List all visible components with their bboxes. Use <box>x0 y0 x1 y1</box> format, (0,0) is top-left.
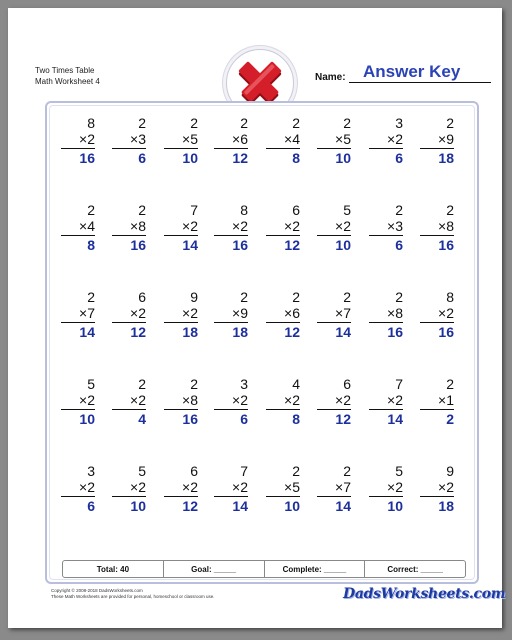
problem-operand: 2 <box>138 376 146 392</box>
problem-answer: 14 <box>387 411 403 427</box>
problem-multiplier: ×6 <box>232 131 248 147</box>
problem-rule <box>164 496 198 497</box>
problem <box>317 202 351 253</box>
answer-key-heading: Answer Key <box>363 62 461 81</box>
problem-rule <box>317 148 351 149</box>
problem <box>164 115 198 166</box>
problem-answer: 10 <box>182 150 198 166</box>
problem-rule <box>369 148 403 149</box>
problem-answer: 16 <box>387 324 403 340</box>
problem-multiplier: ×2 <box>182 218 198 234</box>
problem-multiplier: ×2 <box>387 479 403 495</box>
problem-answer: 12 <box>130 324 146 340</box>
problem-rule <box>317 322 351 323</box>
problem-multiplier: ×9 <box>232 305 248 321</box>
problem-answer: 18 <box>438 150 454 166</box>
copyright-line-2: These Math Worksheets are provided for personal, homeschool or classroom use. <box>51 594 215 599</box>
problem-multiplier: ×7 <box>335 305 351 321</box>
problem-rule <box>164 235 198 236</box>
problem-rule <box>112 496 146 497</box>
problem-operand: 8 <box>446 289 454 305</box>
problem <box>214 202 248 253</box>
problem-operand: 2 <box>343 115 351 131</box>
problem-operand: 5 <box>343 202 351 218</box>
problem-operand: 2 <box>446 202 454 218</box>
problem-answer: 10 <box>79 411 95 427</box>
problem-answer: 16 <box>130 237 146 253</box>
problem-multiplier: ×7 <box>335 479 351 495</box>
problem-answer: 18 <box>182 324 198 340</box>
problem-answer: 10 <box>130 498 146 514</box>
problem <box>369 115 403 166</box>
problem-rule <box>420 409 454 410</box>
problem <box>164 376 198 427</box>
problem-multiplier: ×5 <box>335 131 351 147</box>
problem <box>420 202 454 253</box>
problem-answer: 6 <box>395 237 403 253</box>
problem-rule <box>317 235 351 236</box>
problem-answer: 14 <box>182 237 198 253</box>
problem-operand: 2 <box>292 289 300 305</box>
problem-operand: 2 <box>87 202 95 218</box>
problem-multiplier: ×2 <box>130 392 146 408</box>
problem-multiplier: ×3 <box>387 218 403 234</box>
problem <box>266 376 300 427</box>
worksheet-title <box>35 65 100 87</box>
problem-multiplier: ×2 <box>232 218 248 234</box>
problem-multiplier: ×2 <box>182 479 198 495</box>
problem-multiplier: ×2 <box>182 305 198 321</box>
problem-multiplier: ×2 <box>438 479 454 495</box>
problem-rule <box>369 322 403 323</box>
problem-rule <box>61 322 95 323</box>
problem-multiplier: ×2 <box>284 392 300 408</box>
problem-operand: 4 <box>292 376 300 392</box>
problem-answer: 10 <box>387 498 403 514</box>
problem-answer: 16 <box>438 324 454 340</box>
problem-answer: 16 <box>438 237 454 253</box>
problem-multiplier: ×2 <box>79 392 95 408</box>
problem <box>369 376 403 427</box>
problem-answer: 8 <box>292 150 300 166</box>
problem-answer: 18 <box>438 498 454 514</box>
problem-rule <box>61 409 95 410</box>
problem-rule <box>112 322 146 323</box>
problem-answer: 12 <box>284 237 300 253</box>
problem-answer: 14 <box>232 498 248 514</box>
title-line-2: Math Worksheet 4 <box>35 77 100 86</box>
problem-rule <box>420 322 454 323</box>
problem <box>266 463 300 514</box>
problem-operand: 7 <box>190 202 198 218</box>
score-bar <box>62 560 466 578</box>
copyright-line-1: Copyright © 2008-2018 DadsWorksheets.com <box>51 588 143 593</box>
problem-rule <box>112 148 146 149</box>
problem-answer: 4 <box>138 411 146 427</box>
problem <box>61 376 95 427</box>
problem-multiplier: ×2 <box>79 479 95 495</box>
problem <box>266 115 300 166</box>
problem-multiplier: ×7 <box>79 305 95 321</box>
problem <box>420 289 454 340</box>
problem-rule <box>420 235 454 236</box>
problem-multiplier: ×3 <box>130 131 146 147</box>
problem-multiplier: ×2 <box>387 131 403 147</box>
problem-multiplier: ×8 <box>182 392 198 408</box>
problem <box>266 289 300 340</box>
problem-multiplier: ×2 <box>232 392 248 408</box>
problem-answer: 10 <box>335 237 351 253</box>
problem <box>266 202 300 253</box>
problem-multiplier: ×2 <box>79 131 95 147</box>
problem-operand: 2 <box>190 115 198 131</box>
problem-rule <box>112 409 146 410</box>
problem-operand: 9 <box>446 463 454 479</box>
problem-rule <box>266 496 300 497</box>
problem-operand: 2 <box>87 289 95 305</box>
problem-answer: 16 <box>182 411 198 427</box>
problem <box>317 289 351 340</box>
problem-answer: 10 <box>335 150 351 166</box>
problem-rule <box>266 235 300 236</box>
problem-multiplier: ×2 <box>130 479 146 495</box>
problem-rule <box>164 148 198 149</box>
problem-answer: 2 <box>446 411 454 427</box>
problem-operand: 2 <box>138 202 146 218</box>
problem-rule <box>369 409 403 410</box>
problem-operand: 2 <box>138 115 146 131</box>
problem-operand: 3 <box>395 115 403 131</box>
problem-operand: 2 <box>446 376 454 392</box>
copyright-notice <box>51 588 215 600</box>
problem <box>61 463 95 514</box>
problem-multiplier: ×8 <box>387 305 403 321</box>
problem-operand: 7 <box>240 463 248 479</box>
problem <box>112 115 146 166</box>
problem-operand: 2 <box>240 289 248 305</box>
problem-rule <box>112 235 146 236</box>
problem-rule <box>266 409 300 410</box>
problem <box>369 289 403 340</box>
problem-multiplier: ×8 <box>438 218 454 234</box>
problem-answer: 14 <box>335 324 351 340</box>
problem-answer: 6 <box>138 150 146 166</box>
problem <box>214 376 248 427</box>
problem <box>420 115 454 166</box>
problem-rule <box>266 322 300 323</box>
problem <box>164 202 198 253</box>
problem-operand: 3 <box>240 376 248 392</box>
problem-operand: 2 <box>343 463 351 479</box>
problem-rule <box>61 148 95 149</box>
problem-rule <box>420 148 454 149</box>
problem-rule <box>266 148 300 149</box>
problem-answer: 12 <box>232 150 248 166</box>
problem-rule <box>61 496 95 497</box>
problem-operand: 6 <box>190 463 198 479</box>
problem-rule <box>214 322 248 323</box>
problem-answer: 10 <box>284 498 300 514</box>
problem <box>317 376 351 427</box>
problem-operand: 5 <box>87 376 95 392</box>
problem <box>317 463 351 514</box>
problem-operand: 3 <box>87 463 95 479</box>
problem-rule <box>369 496 403 497</box>
problem <box>112 289 146 340</box>
problem <box>61 115 95 166</box>
problem-answer: 6 <box>395 150 403 166</box>
problem-answer: 14 <box>335 498 351 514</box>
name-label: Name: <box>315 72 346 83</box>
problem-multiplier: ×8 <box>130 218 146 234</box>
problem-rule <box>214 496 248 497</box>
problem-multiplier: ×4 <box>284 131 300 147</box>
problem-operand: 6 <box>292 202 300 218</box>
name-line <box>349 82 491 83</box>
problem-multiplier: ×2 <box>335 392 351 408</box>
problem <box>61 289 95 340</box>
problem-rule <box>369 235 403 236</box>
problems-frame <box>45 101 479 584</box>
problem-operand: 2 <box>395 289 403 305</box>
problem-operand: 2 <box>292 463 300 479</box>
problem <box>214 463 248 514</box>
problem <box>369 202 403 253</box>
problem-multiplier: ×2 <box>232 479 248 495</box>
worksheet-page <box>8 8 506 628</box>
problem-answer: 16 <box>79 150 95 166</box>
problem <box>214 289 248 340</box>
title-line-1: Two Times Table <box>35 66 95 75</box>
problem <box>420 463 454 514</box>
problem-rule <box>214 235 248 236</box>
problem-operand: 6 <box>138 289 146 305</box>
dadsworksheets-logo: DadsWorksheets.com <box>343 586 506 602</box>
problem-multiplier: ×2 <box>284 218 300 234</box>
problem-multiplier: ×2 <box>130 305 146 321</box>
problem-answer: 6 <box>240 411 248 427</box>
problem-operand: 2 <box>292 115 300 131</box>
problem <box>164 289 198 340</box>
problem-multiplier: ×1 <box>438 392 454 408</box>
problem <box>164 463 198 514</box>
problem-multiplier: ×5 <box>182 131 198 147</box>
goal-cell: Goal: _____ <box>164 561 265 577</box>
problem-operand: 5 <box>395 463 403 479</box>
problem <box>369 463 403 514</box>
problem-operand: 5 <box>138 463 146 479</box>
problem <box>420 376 454 427</box>
problem <box>112 202 146 253</box>
problem-rule <box>214 148 248 149</box>
total-cell: Total: 40 <box>63 561 164 577</box>
problem-multiplier: ×2 <box>387 392 403 408</box>
problem-answer: 6 <box>87 498 95 514</box>
problem <box>214 115 248 166</box>
problem-multiplier: ×6 <box>284 305 300 321</box>
problem-answer: 18 <box>232 324 248 340</box>
problem-rule <box>164 322 198 323</box>
problem-rule <box>164 409 198 410</box>
problem-operand: 8 <box>87 115 95 131</box>
problem <box>112 376 146 427</box>
problem-rule <box>214 409 248 410</box>
problem-operand: 2 <box>343 289 351 305</box>
complete-cell: Complete: _____ <box>265 561 366 577</box>
problem-multiplier: ×9 <box>438 131 454 147</box>
problem-rule <box>317 409 351 410</box>
problem-answer: 14 <box>79 324 95 340</box>
correct-cell: Correct: _____ <box>387 564 443 574</box>
problem-operand: 2 <box>395 202 403 218</box>
problem-operand: 2 <box>240 115 248 131</box>
problem-operand: 6 <box>343 376 351 392</box>
problem-operand: 8 <box>240 202 248 218</box>
problem-rule <box>420 496 454 497</box>
problem <box>112 463 146 514</box>
problem-rule <box>61 235 95 236</box>
problem-operand: 9 <box>190 289 198 305</box>
problem-operand: 2 <box>446 115 454 131</box>
problem-multiplier: ×4 <box>79 218 95 234</box>
problem-answer: 8 <box>87 237 95 253</box>
problem-operand: 7 <box>395 376 403 392</box>
problem-answer: 12 <box>284 324 300 340</box>
problem-answer: 16 <box>232 237 248 253</box>
problem-operand: 2 <box>190 376 198 392</box>
problem <box>317 115 351 166</box>
problem-answer: 12 <box>182 498 198 514</box>
problem-rule <box>317 496 351 497</box>
problem-multiplier: ×2 <box>438 305 454 321</box>
problem-answer: 8 <box>292 411 300 427</box>
problem <box>61 202 95 253</box>
problem-multiplier: ×2 <box>335 218 351 234</box>
problem-answer: 12 <box>335 411 351 427</box>
problem-multiplier: ×5 <box>284 479 300 495</box>
